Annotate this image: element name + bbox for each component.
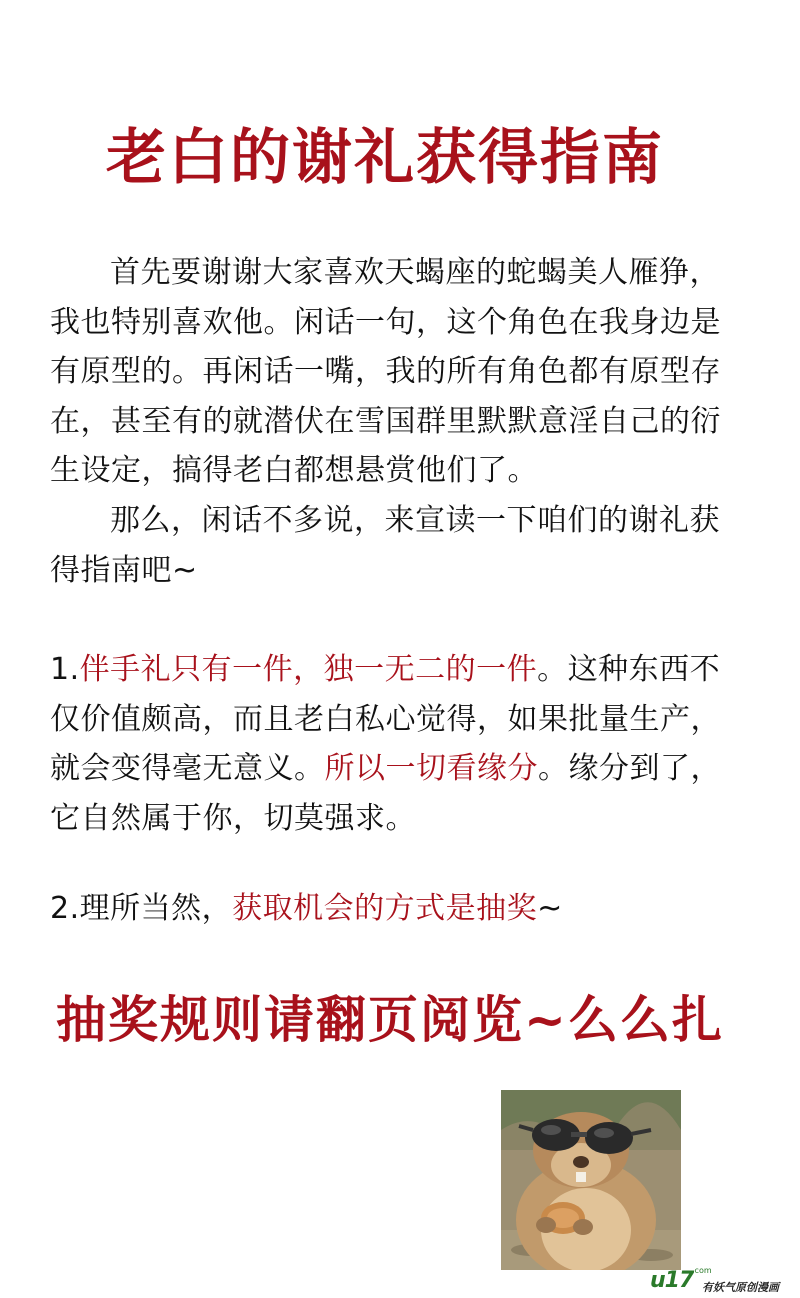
- rule-item-2: [50, 884, 740, 934]
- rule-item-1-text: 。这种东西不仅价值颇高，而且老白私心觉得，如果批量生产，就会变得毫无意义。: [50, 652, 721, 786]
- u17-tagline: 有妖气原创漫画: [702, 1281, 779, 1294]
- page-title: 老白的谢礼获得指南: [106, 123, 664, 193]
- rule-item-2-text-2: ~: [537, 891, 563, 926]
- rule-item-1-text-2: 。缘分到了，它自然属于你，切莫强求。: [50, 751, 721, 836]
- marmot-sunglasses-photo: [501, 1090, 681, 1270]
- rule-item-2-highlight: 获取机会的方式是抽奖: [232, 891, 538, 926]
- rule-item-1: [50, 645, 740, 843]
- rule-item-1-number: 1.: [50, 652, 80, 687]
- u17-watermark: [650, 1264, 800, 1296]
- marmot-illustration: [501, 1090, 681, 1270]
- rule-item-1-highlight: 伴手礼只有一件，独一无二的一件: [79, 652, 538, 687]
- rule-item-2-text: 理所当然，: [79, 891, 233, 926]
- rule-item-1-highlight-2: 所以一切看缘分: [324, 751, 538, 786]
- lottery-rules-heading: 抽奖规则请翻页阅览~么么扎: [56, 991, 724, 1049]
- rule-item-2-number: 2.: [50, 891, 80, 926]
- u17-domain: .com: [692, 1266, 712, 1275]
- u17-logo: u17: [650, 1268, 694, 1293]
- guide-intro-paragraph: 那么，闲话不多说，来宣读一下咱们的谢礼获得指南吧~: [50, 503, 720, 588]
- intro-paragraph: 首先要谢谢大家喜欢天蝎座的蛇蝎美人雁狰，我也特别喜欢他。闲话一句，这个角色在我身边是有原型的。再闲话一嘴，我的所有角色都有原型存在，甚至有的就潜伏在雪国群里默默意淫自己的衍生设定，搞得老白都想悬赏他们了。: [50, 255, 721, 488]
